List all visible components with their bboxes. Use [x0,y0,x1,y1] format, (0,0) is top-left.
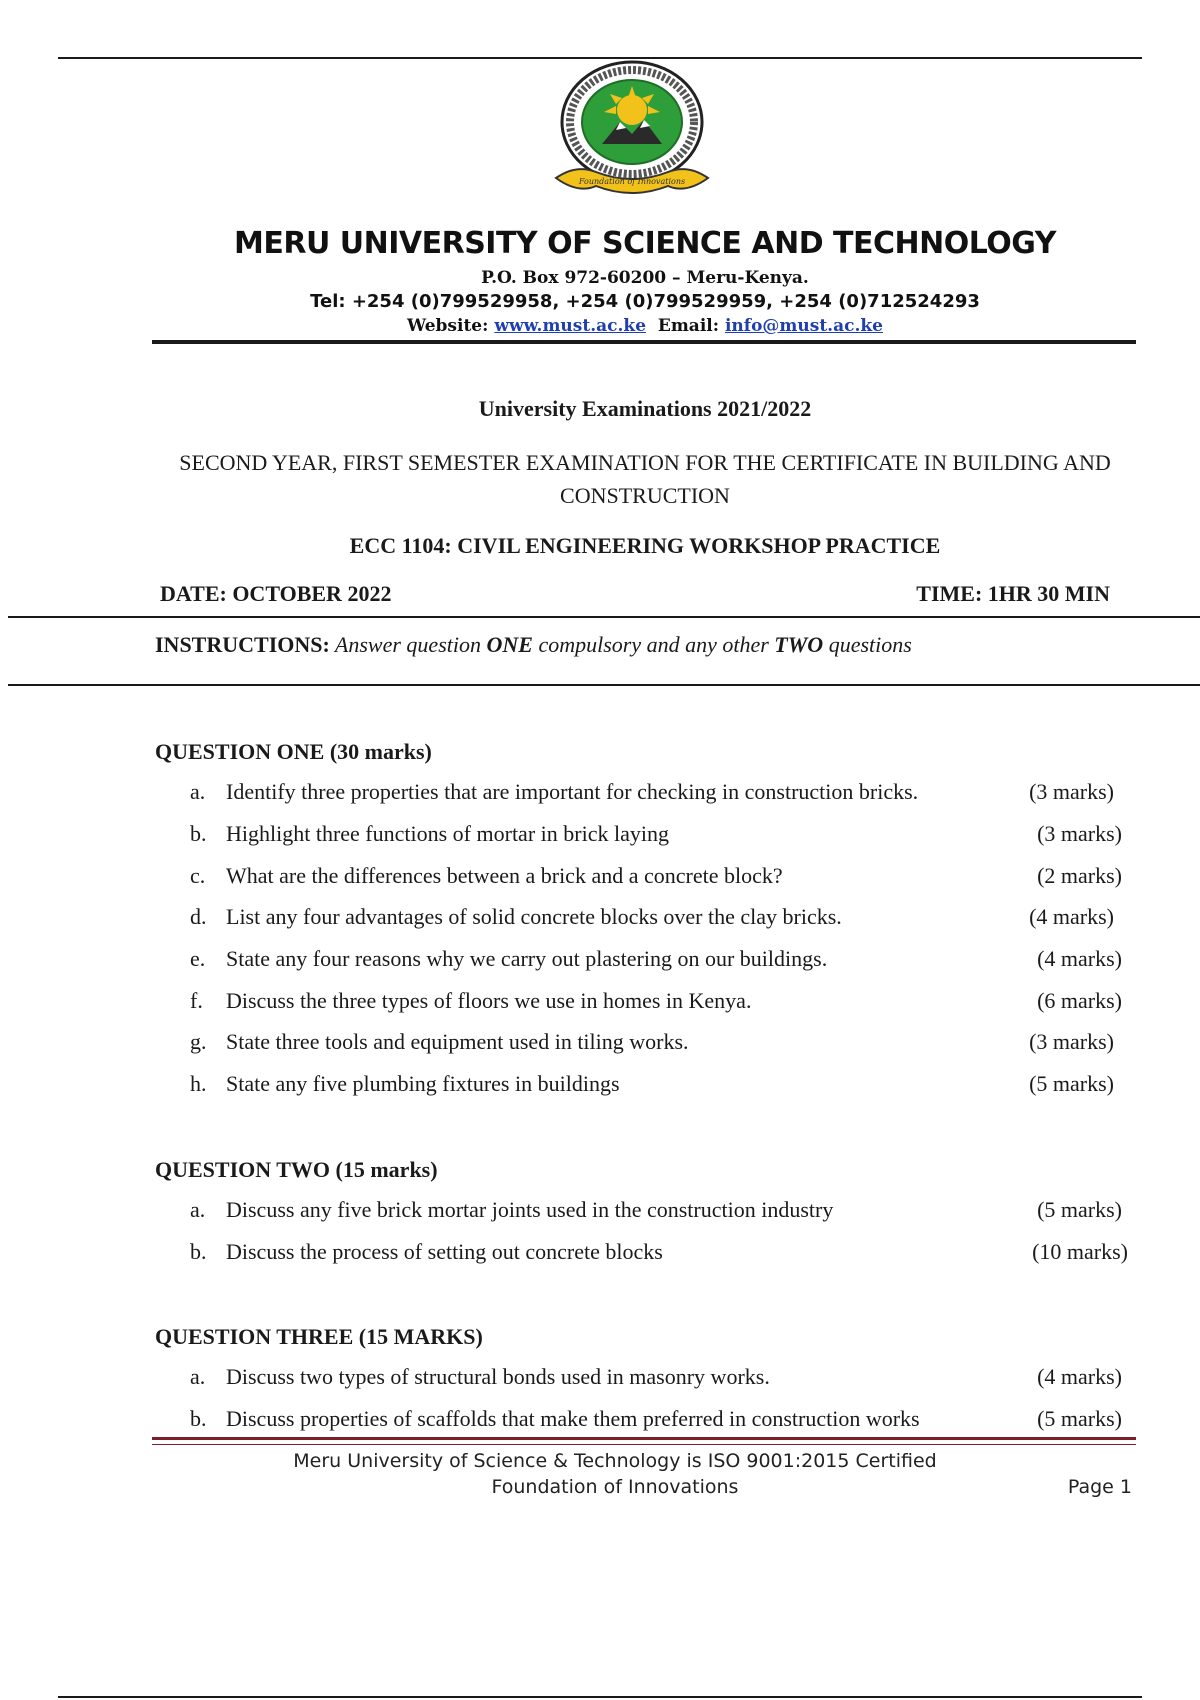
footer-motto: Foundation of Innovations [491,1476,739,1498]
item-text: List any four advantages of solid concrete blocks over the clay bricks. [226,904,842,929]
item-marks: (5 marks) [1037,1406,1122,1431]
instructions-top-rule [8,616,1200,618]
header-rule [152,340,1136,344]
item-marks: (4 marks) [1029,904,1114,929]
item-text: Discuss properties of scaffolds that make them preferred in construction works [226,1406,920,1431]
instructions-one: ONE [486,632,533,657]
question-item [190,1071,1130,1101]
item-marks: (5 marks) [1029,1071,1114,1096]
website-email-line [0,316,1200,336]
question-item [190,988,1130,1018]
item-letter: e. [190,946,206,971]
question-one-heading: QUESTION ONE (30 marks) [155,739,432,764]
item-letter: h. [190,1071,207,1096]
website-link[interactable]: www.must.ac.ke [494,316,647,336]
item-marks: (4 marks) [1037,1364,1122,1389]
course-title: ECC 1104: CIVIL ENGINEERING WORKSHOP PRACTICE [349,533,941,558]
instructions-text: Answer question [329,632,487,657]
instructions-text: compulsory and any other [532,632,775,657]
item-text: Discuss two types of structural bonds used in masonry works. [226,1364,770,1389]
item-text: Identify three properties that are important for checking in construction bricks. [226,779,919,804]
footer-iso: Meru University of Science & Technology is ISO 9001:2015 Certified [293,1450,937,1472]
item-letter: f. [190,988,203,1013]
item-letter: a. [190,1364,206,1389]
item-text: Discuss the three types of floors we use in homes in Kenya. [226,988,752,1013]
question-item [190,1029,1130,1059]
question-item [190,1406,1130,1436]
item-marks: (3 marks) [1037,821,1122,846]
exam-time: TIME: 1HR 30 MIN [916,581,1110,606]
exam-date: DATE: OCTOBER 2022 [160,581,392,606]
university-name: MERU UNIVERSITY OF SCIENCE AND TECHNOLOGY [234,226,1056,261]
item-text: Discuss any five brick mortar joints used in the construction industry [226,1197,834,1222]
question-three-heading: QUESTION THREE (15 MARKS) [155,1324,483,1349]
logo-ribbon-text: Foundation of Innovations [578,177,686,186]
instructions-two: TWO [774,632,824,657]
email-label: Email: [657,316,725,336]
po-box: P.O. Box 972-60200 – Meru-Kenya. [481,268,809,288]
item-marks: (2 marks) [1037,863,1122,888]
logo-seal-icon [536,60,728,210]
item-text: State three tools and equipment used in tiling works. [226,1029,689,1054]
question-item [190,1239,1130,1269]
item-letter: b. [190,1239,207,1264]
question-two-heading: QUESTION TWO (15 marks) [155,1157,438,1182]
exam-year: University Examinations 2021/2022 [478,396,812,421]
item-marks: (3 marks) [1029,1029,1114,1054]
email-link[interactable]: info@must.ac.ke [724,316,883,336]
question-item [190,904,1130,934]
item-letter: b. [190,821,207,846]
item-text: Highlight three functions of mortar in brick laying [226,821,669,846]
instructions-label: INSTRUCTIONS: [155,632,330,657]
telephone-numbers: Tel: +254 (0)799529958, +254 (0)799529959, +254 (0)712524293 [310,291,980,312]
instructions [155,632,912,658]
item-marks: (5 marks) [1037,1197,1122,1222]
item-letter: d. [190,904,207,929]
item-text: State any four reasons why we carry out plastering on our buildings. [226,946,828,971]
footer-rule-thin [152,1444,1136,1445]
item-letter: b. [190,1406,207,1431]
website-label: Website: [407,316,495,336]
item-text: State any five plumbing fixtures in buildings [226,1071,620,1096]
instructions-bottom-rule [8,684,1200,686]
question-item [190,779,1130,809]
item-marks: (4 marks) [1037,946,1122,971]
exam-title: SECOND YEAR, FIRST SEMESTER EXAMINATION FOR THE CERTIFICATE IN BUILDING AND CONSTRUCTION [179,450,1111,508]
page-number: Page 1 [1067,1476,1132,1498]
question-item [190,821,1130,851]
item-letter: g. [190,1029,207,1054]
question-item [190,1364,1130,1394]
item-marks: (10 marks) [1032,1239,1128,1264]
university-logo [536,60,728,210]
item-text: What are the differences between a brick and a concrete block? [226,863,783,888]
item-text: Discuss the process of setting out concrete blocks [226,1239,663,1264]
question-item [190,1197,1130,1227]
bottom-rule [58,1696,1142,1698]
instructions-text: questions [823,632,912,657]
item-letter: a. [190,1197,206,1222]
item-marks: (6 marks) [1037,988,1122,1013]
item-marks: (3 marks) [1029,779,1114,804]
footer-rule [152,1437,1136,1440]
question-item [190,863,1130,893]
item-letter: c. [190,863,206,888]
question-item [190,946,1130,976]
item-letter: a. [190,779,206,804]
top-rule [58,57,1142,59]
